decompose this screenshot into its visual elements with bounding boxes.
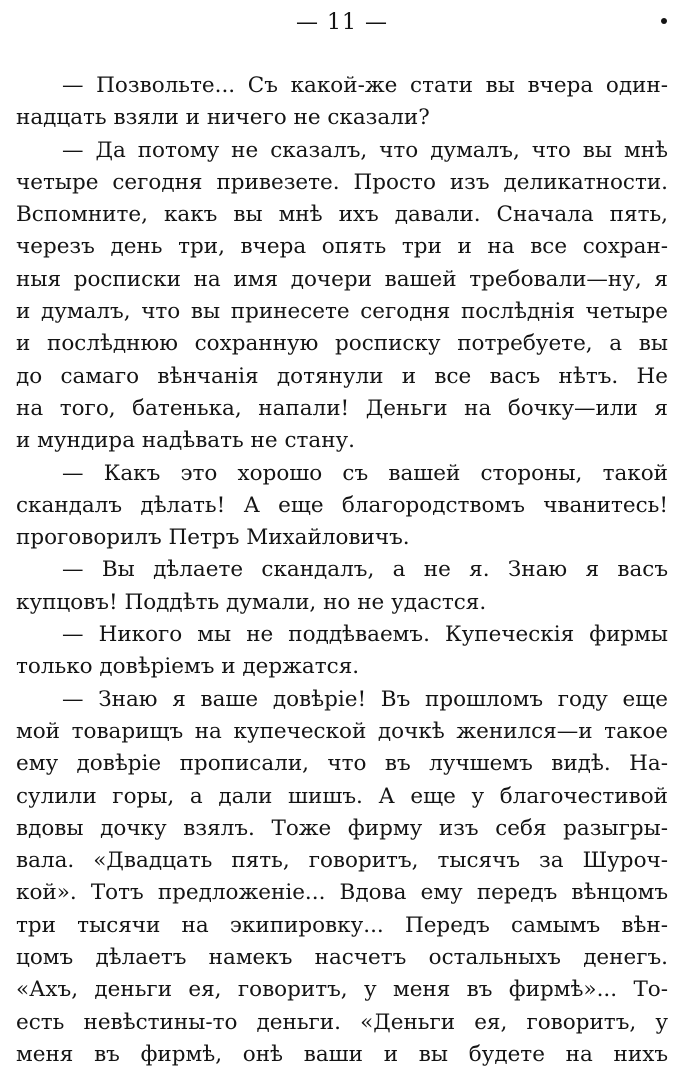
text-line: есть невѣстины-то деньги. «Деньги ея, говоритъ, у <box>16 1009 668 1035</box>
text-line: три тысячи на экипировку... Передъ самымъ вѣн- <box>16 912 668 938</box>
text-line: до самаго вѣнчанія дотянули и все васъ нѣтъ. Не <box>16 363 668 389</box>
text-line: — Никого мы не поддѣваемъ. Купеческія фирмы <box>62 622 668 648</box>
text-line: — Вы дѣлаете скандалъ, а не я. Знаю я васъ <box>62 557 668 583</box>
text-line: только довѣріемъ и держатся. <box>16 654 360 680</box>
text-line: и послѣднюю сохранную росписку потребуете, а вы <box>16 331 668 357</box>
text-line: меня въ фирмѣ, онѣ ваши и вы будете на нихъ <box>16 1041 668 1067</box>
page-number: — 11 — <box>296 10 388 35</box>
text-line: на того, батенька, напали! Деньги на бочку—или я <box>16 395 668 421</box>
text-line: и думалъ, что вы принесете сегодня послѣднія четыре <box>16 299 668 325</box>
text-line: купцовъ! Поддѣть думали, но не удастся. <box>16 589 487 615</box>
text-line: — Знаю я ваше довѣріе! Въ прошломъ году еще <box>62 686 668 712</box>
text-line: кой». Тотъ предложеніе... Вдова ему передъ вѣнцомъ <box>16 880 668 906</box>
text-line: скандалъ дѣлать! А еще благородствомъ чванитесь! <box>16 492 668 518</box>
text-line: сулили горы, а дали шишъ. А еще у благочестивой <box>16 783 668 809</box>
text-line: и мундира надѣвать не стану. <box>16 428 356 454</box>
text-line: ему довѣріе прописали, что въ лучшемъ видѣ. На- <box>16 751 668 777</box>
text-line: надцать взяли и ничего не сказали? <box>16 105 430 131</box>
text-line: четыре сегодня привезете. Просто изъ деликатности. <box>16 169 668 195</box>
ink-dot <box>661 18 667 24</box>
text-line: проговорилъ Петръ Михайловичъ. <box>16 525 410 551</box>
text-line: «Ахъ, деньги ея, говоритъ, у меня въ фирмѣ»... То- <box>16 977 668 1003</box>
text-line: ныя росписки на имя дочери вашей требовали—ну, я <box>16 266 668 292</box>
text-line: — Позвольте... Съ какой-же стати вы вчера один- <box>62 73 668 98</box>
text-line: мой товарищъ на купеческой дочкѣ женился—и такое <box>16 718 668 744</box>
text-line: цомъ дѣлаетъ намекъ насчетъ остальныхъ денегъ. <box>16 945 668 971</box>
text-body <box>16 70 668 1071</box>
text-line: Вспомните, какъ вы мнѣ ихъ давали. Сначала пять, <box>16 202 668 228</box>
text-line: — Какъ это хорошо съ вашей стороны, такой <box>62 460 668 486</box>
text-line: вдовы дочку взялъ. Тоже фирму изъ себя разыгры- <box>16 815 668 841</box>
text-line: вала. «Двадцать пять, говоритъ, тысячъ за Шуроч- <box>16 848 668 874</box>
text-line: черезъ день три, вчера опять три и на все сохран- <box>16 234 668 260</box>
text-line: — Да потому не сказалъ, что думалъ, что вы мнѣ <box>62 137 668 163</box>
